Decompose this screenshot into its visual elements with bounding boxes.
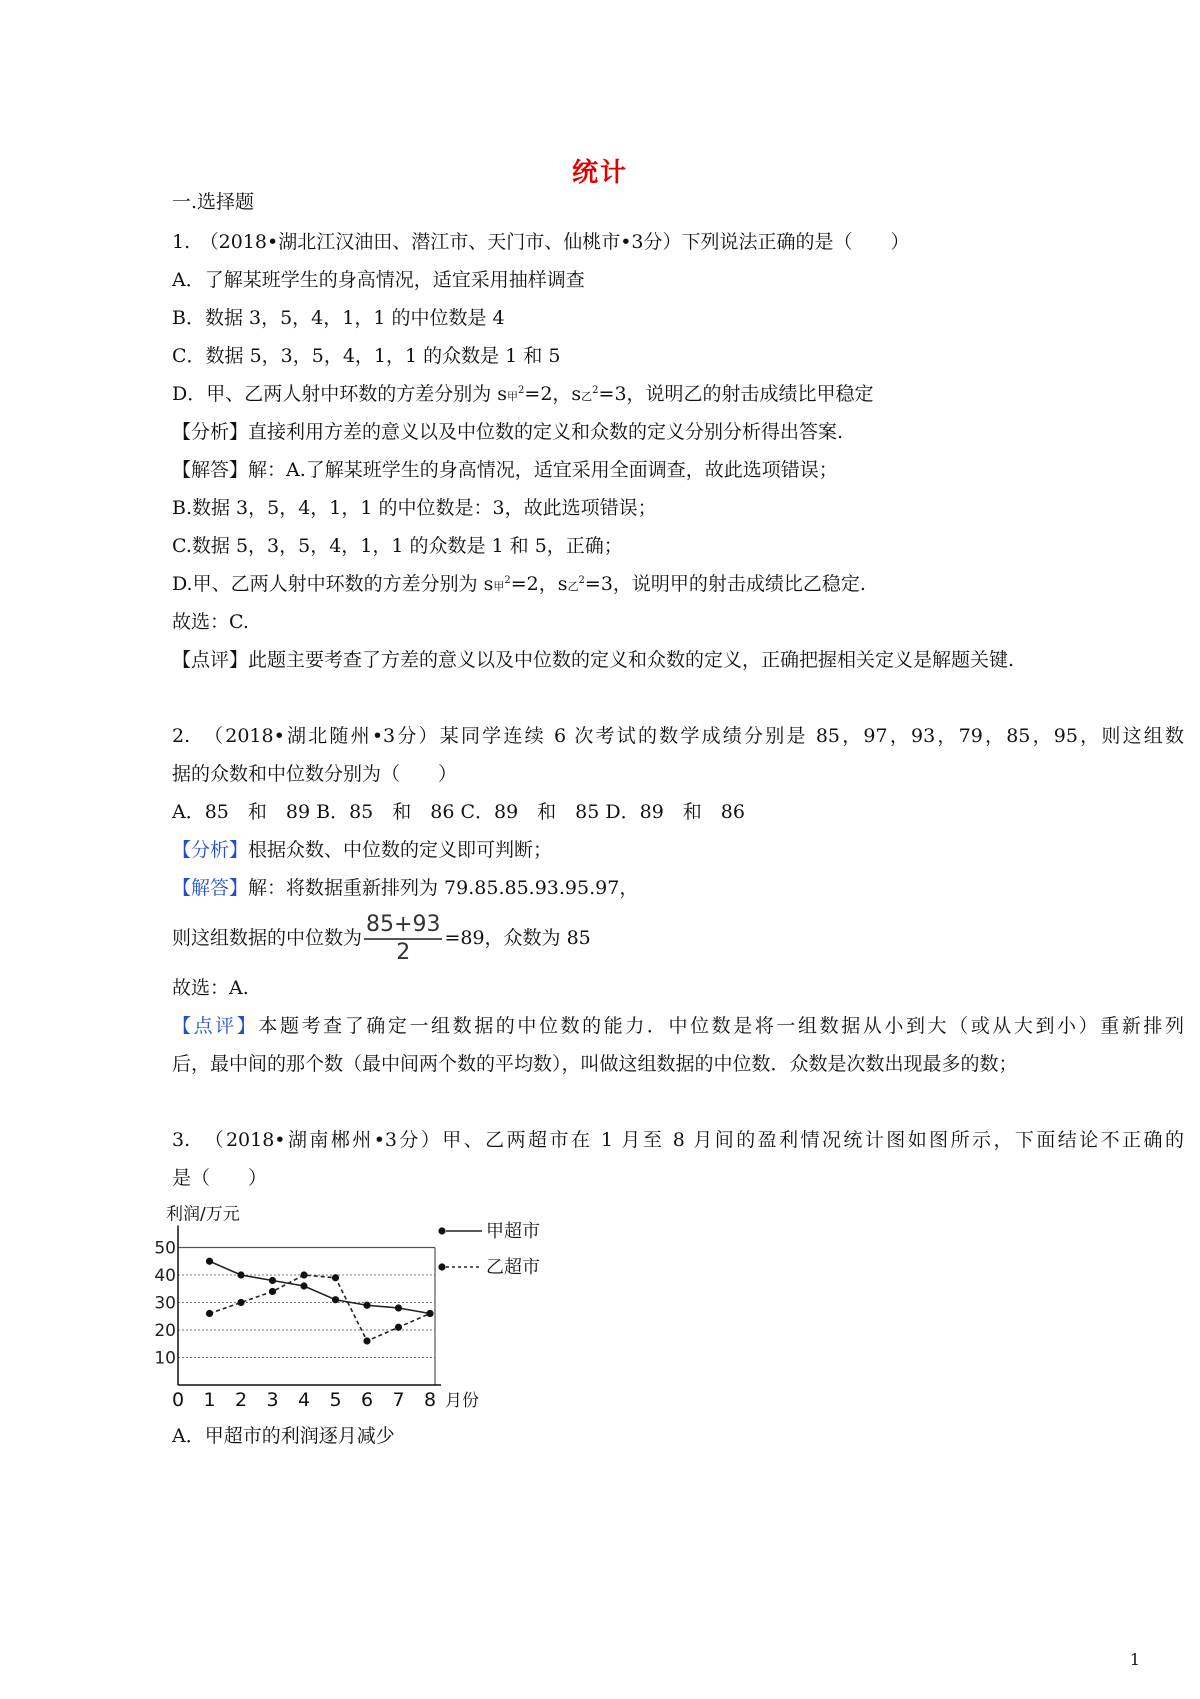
y-tick-label: 20	[154, 1321, 176, 1341]
legend-marker-1	[438, 1227, 445, 1234]
q1-solution-c: C.数据 5，3，5，4，1，1 的众数是 1 和 5，正确；	[172, 535, 623, 557]
solution-tag: 【解答】	[172, 877, 249, 899]
series-2-point	[269, 1288, 276, 1295]
x-tick-label: 7	[392, 1389, 405, 1411]
series-1-point	[332, 1296, 339, 1303]
x-tick-label: 4	[297, 1389, 311, 1411]
x-axis-label: 月份	[445, 1391, 479, 1411]
x-tick-label: 3	[266, 1389, 279, 1411]
q1-solution-d: D.甲、乙两人射中环数的方差分别为 s甲$^2$=2，s乙$^2$=3，说明甲的射击成绩比乙稳定.	[172, 573, 866, 595]
q1-option-b: B．数据 3，5，4，1，1 的中位数是 4	[172, 307, 505, 329]
series-2-point	[426, 1310, 433, 1317]
y-tick-label: 30	[154, 1293, 176, 1314]
series-1-point	[363, 1302, 370, 1309]
q1-solution-b: B.数据 3，5，4，1，1 的中位数是：3，故此选项错误；	[172, 497, 657, 519]
series-2-point	[300, 1271, 307, 1278]
q1-option-a: A．了解某班学生的身高情况，适宜采用抽样调查	[172, 269, 585, 291]
page-number: 1	[1129, 1650, 1140, 1669]
q2-choose: 故选：A.	[172, 977, 249, 999]
series-1-point	[269, 1277, 276, 1284]
profit-line-chart	[154, 1204, 560, 1415]
series-1-point	[237, 1271, 244, 1278]
q2-comment-line2: 后，最中间的那个数（最中间两个数的平均数），叫做这组数据的中位数．众数是次数出现最多的数；	[172, 1053, 1018, 1075]
q3-option-a: A．甲超市的利润逐月减少	[172, 1425, 395, 1447]
y-axis-label: 利润/万元	[166, 1204, 240, 1225]
analysis-tag: 【分析】	[172, 839, 249, 861]
q1-stem: 1. （2018•湖北江汉油田、潜江市、天门市、仙桃市•3分）下列说法正确的是（ ）	[172, 231, 910, 253]
q2-median-line: 则这组数据的中位数为 $\frac{85+93}{2}$ =89，众数为 85	[172, 912, 591, 965]
x-tick-label: 2	[234, 1389, 248, 1411]
series-2-point	[363, 1337, 370, 1344]
comment-tag: 【点评】	[172, 1015, 259, 1037]
median-fraction: $\frac{85+93}{2}$	[366, 912, 441, 965]
legend-label-1: 甲超市	[486, 1221, 540, 1242]
x-tick-label: 0	[171, 1389, 185, 1411]
series-2-point	[237, 1299, 244, 1306]
q1-option-d: D．甲、乙两人射中环数的方差分别为 s甲$^2$=2，s乙$^2$=3，说明乙的射击成绩比甲稳定	[172, 383, 874, 405]
q2-stem-line2: 据的众数和中位数分别为（ ）	[172, 763, 458, 785]
x-tick-label: 6	[360, 1389, 374, 1411]
q3-stem-line2: 是（ ）	[172, 1167, 268, 1189]
page-title: 统计	[571, 158, 628, 188]
series-2-point	[206, 1310, 213, 1317]
q2-options: A．85 和 89 B．85 和 86 C．89 和 85 D．89 和 86	[172, 801, 745, 823]
series-1-point	[206, 1258, 213, 1265]
series-2-point	[332, 1274, 339, 1281]
q2-stem-line1: 2. （2018•湖北随州•3分）某同学连续 6 次考试的数学成绩分别是 85，97，93，79，85，95，则这组数	[172, 725, 1184, 747]
q3-stem-line1: 3. （2018•湖南郴州•3分）甲、乙两超市在 1 月至 8 月间的盈利情况统计图如图所示，下面结论不正确的	[172, 1129, 1184, 1151]
q2-solution: 【解答】解：将数据重新排列为 79.85.85.93.95.97，	[172, 877, 639, 899]
q1-option-c: C．数据 5，3，5，4，1，1 的众数是 1 和 5	[172, 345, 561, 367]
legend-marker-2	[438, 1263, 445, 1270]
q1-choose: 故选：C.	[172, 611, 249, 633]
q1-solution-a: 【解答】解：A.了解某班学生的身高情况，适宜采用全面调查，故此选项错误；	[172, 459, 838, 481]
legend-label-2: 乙超市	[486, 1257, 540, 1278]
series-2-point	[395, 1324, 402, 1331]
q2-comment-line1: 【点评】本题考查了确定一组数据的中位数的能力．中位数是将一组数据从小到大（或从大到小）重新排列	[172, 1015, 1184, 1037]
y-tick-label: 10	[154, 1348, 176, 1369]
x-tick-label: 5	[329, 1389, 342, 1411]
x-tick-label: 1	[203, 1389, 216, 1411]
q1-analysis: 【分析】直接利用方差的意义以及中位数的定义和众数的定义分别分析得出答案.	[172, 421, 844, 443]
q1-comment: 【点评】此题主要考查了方差的意义以及中位数的定义和众数的定义，正确把握相关定义是解题关键.	[172, 649, 1015, 671]
series-1-point	[300, 1282, 307, 1289]
y-tick-label: 50	[154, 1238, 176, 1259]
q2-analysis: 【分析】根据众数、中位数的定义即可判断；	[172, 839, 553, 861]
y-tick-label: 40	[154, 1266, 176, 1286]
section-heading: 一.选择题	[172, 191, 255, 213]
x-tick-label: 8	[423, 1389, 437, 1411]
series-1-point	[395, 1304, 402, 1311]
